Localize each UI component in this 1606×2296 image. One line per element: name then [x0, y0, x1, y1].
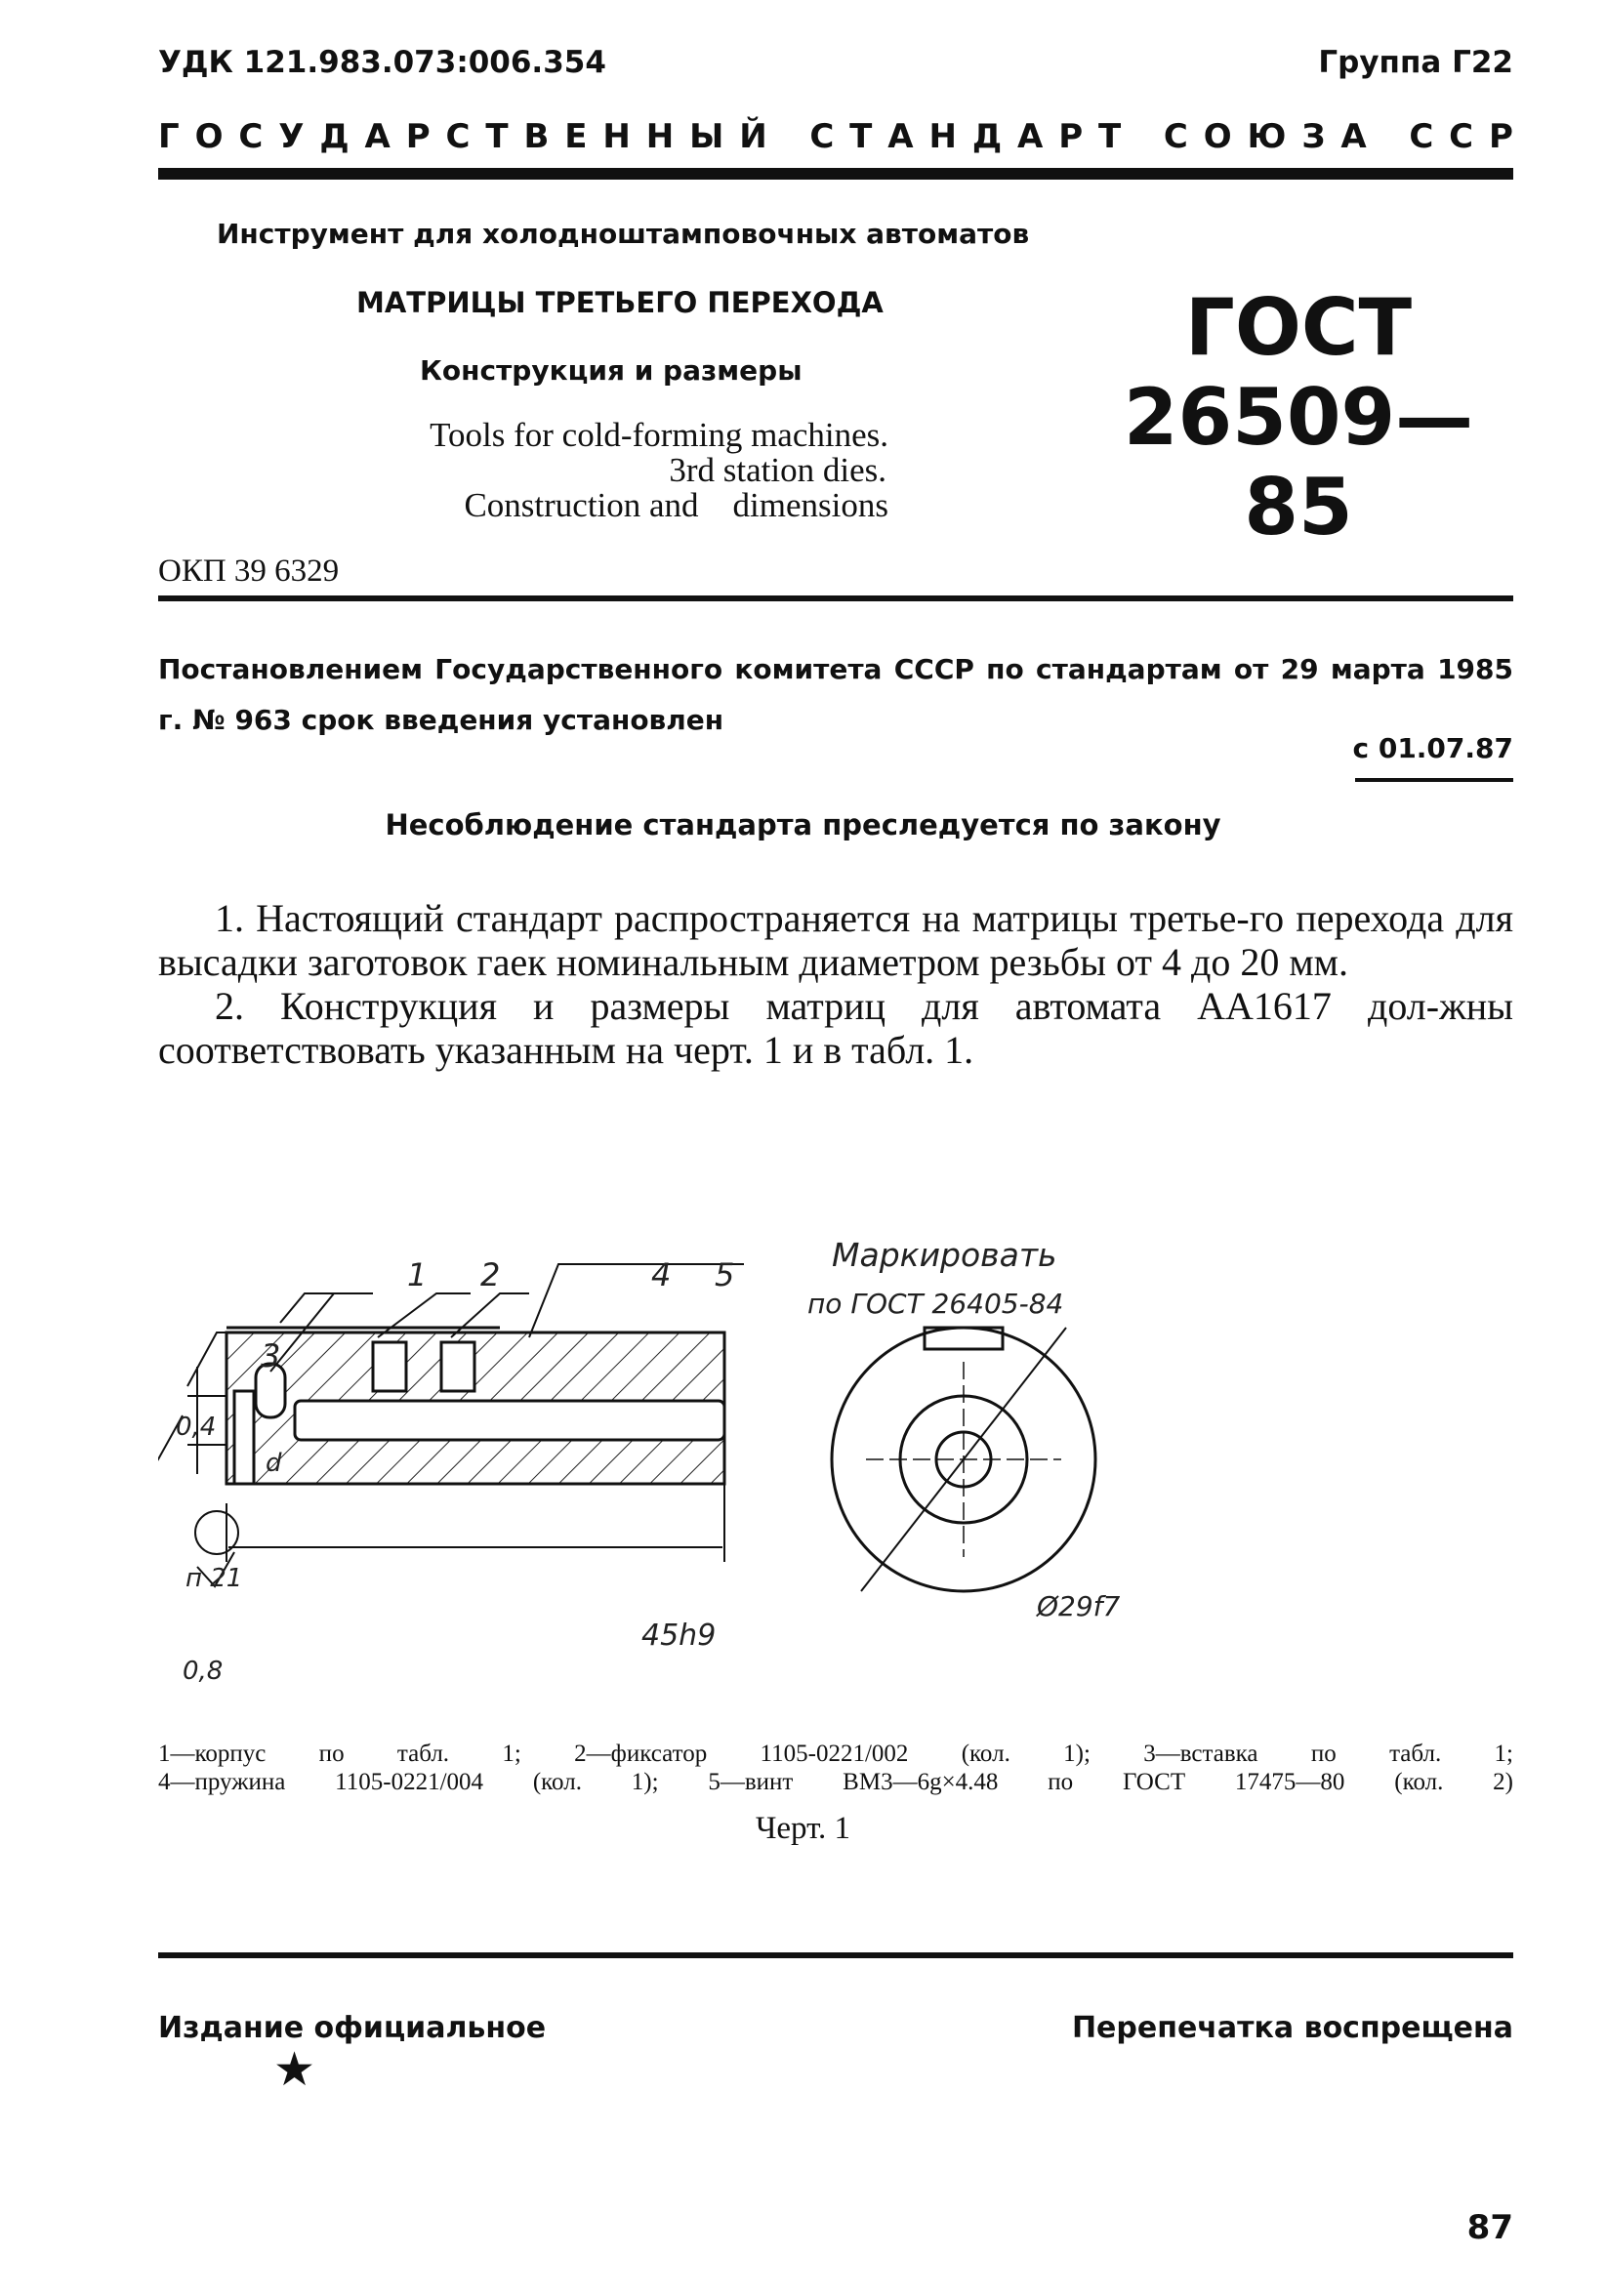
spring-hole: [373, 1342, 406, 1391]
state-standard-letter: Е: [564, 117, 588, 156]
official-edition: Издание официальное: [158, 2011, 547, 2045]
english-title-line-2: 3rd station dies.: [669, 451, 886, 489]
state-standard-letter: Ю: [1247, 117, 1287, 156]
okp-code: ОКП 39 6329: [158, 554, 340, 589]
state-standard-letter: О: [194, 117, 224, 156]
group-code: Группа Г22: [1318, 45, 1513, 80]
gost-number: [1113, 283, 1484, 553]
state-standard-letter: Й: [739, 117, 767, 156]
diameter-label: Ø29f7: [1037, 1590, 1121, 1622]
leader-1: [280, 1293, 373, 1323]
state-standard-letter: Ы: [689, 117, 724, 156]
english-title: [293, 418, 888, 523]
law-notice: Несоблюдение стандарта преследуется по закону: [385, 808, 1221, 841]
paragraph-1: 1. Настоящий стандарт распространяется на матрицы третье-го перехода для высадки заготовок гаек номинальным диаметром резьбы от 4 до 20 мм.: [158, 896, 1513, 984]
state-standard-letter: С: [445, 117, 471, 156]
callout-1: 1: [407, 1256, 428, 1293]
state-standard-letter: О: [1203, 117, 1232, 156]
marking-leader: [529, 1264, 744, 1337]
technical-drawing: [158, 1215, 1134, 1703]
length-label: 45h9: [641, 1619, 717, 1653]
state-standard-letter: Т: [485, 117, 509, 156]
date-underline: [1355, 778, 1513, 782]
roughness-value-1: 0,4: [176, 1413, 217, 1442]
matrices-title: МАТРИЦЫ ТРЕТЬЕГО ПЕРЕХОДА: [356, 286, 884, 319]
instrument-title: Инструмент для холодноштамповочных автоматов: [217, 218, 1030, 250]
state-standard-letter: [783, 117, 795, 156]
state-standard-letter: А: [364, 117, 391, 156]
state-standard-letter: Н: [645, 117, 675, 156]
english-title-line-1: Tools for cold-forming machines.: [430, 416, 888, 454]
roughness-value-2: 0,8: [183, 1657, 224, 1686]
state-standard-letter: [1136, 117, 1148, 156]
callout-4: 4: [651, 1256, 672, 1293]
die-end-view: [832, 1328, 1095, 1591]
state-standard-letter: В: [523, 117, 550, 156]
state-standard-letter: А: [1017, 117, 1044, 156]
leader-3: [187, 1332, 226, 1386]
state-standard-letter: С: [809, 117, 835, 156]
paragraph-2: 2. Конструкция и размеры матриц для автомата АА1617 дол-жны соответствовать указанным на черт. 1 и в табл. 1.: [158, 984, 1513, 1072]
state-standard-letter: З: [1301, 117, 1326, 156]
star-icon: ★: [273, 2042, 316, 2097]
decree-text: Постановлением Государственного комитета СССР по стандартам от 29 марта 1985 г. № 963 срок введения установлен: [158, 653, 1513, 736]
bore-channel: [295, 1401, 724, 1440]
marking-note: Маркировать: [832, 1236, 1057, 1274]
reprint-notice: Перепечатка воспрещена: [1071, 2011, 1513, 2045]
state-standard-letter: С: [1163, 117, 1188, 156]
callout-5: 5: [715, 1256, 735, 1293]
gost-label: ГОСТ: [1184, 282, 1413, 373]
state-standard-letter: Д: [319, 117, 350, 156]
state-standard-letter: А: [887, 117, 914, 156]
bore-diameter-label: d: [266, 1449, 282, 1478]
construction-subtitle: Конструкция и размеры: [420, 354, 803, 387]
state-standard-letter: Р: [405, 117, 431, 156]
body-text: [158, 896, 1513, 1072]
title-rule: [158, 595, 1513, 601]
state-standard-letter: С: [1409, 117, 1434, 156]
state-standard-letter: Г: [158, 117, 180, 156]
leader-5: [451, 1293, 529, 1337]
state-standard-letter: А: [1340, 117, 1367, 156]
state-standard-letter: Н: [602, 117, 631, 156]
marking-standard: по ГОСТ 26405-84: [807, 1288, 1064, 1320]
state-standard-letter: Д: [971, 117, 1003, 156]
state-standard-letter: У: [278, 117, 305, 156]
callout-3: 3: [261, 1337, 281, 1374]
english-title-line-3: Construction and dimensions: [464, 486, 888, 524]
page-number: 87: [1466, 2208, 1513, 2247]
caption-line-1: 1—корпус по табл. 1; 2—фиксатор 1105-0221/002 (кол. 1); 3—вставка по табл. 1;: [158, 1741, 1513, 1767]
footer-rule: [158, 1952, 1513, 1958]
leader-4: [378, 1293, 471, 1337]
state-standard-letter: С: [238, 117, 264, 156]
state-standard-heading: [158, 117, 1513, 156]
state-standard-letter: Т: [1098, 117, 1122, 156]
radius-callout: [195, 1511, 238, 1554]
state-standard-letter: Р: [1489, 117, 1513, 156]
top-rule: [158, 168, 1513, 180]
effective-date: с 01.07.87: [1352, 732, 1513, 764]
state-standard-letter: Т: [849, 117, 873, 156]
state-standard-letter: [1382, 117, 1394, 156]
drawing-number: Черт. 1: [755, 1811, 851, 1846]
die-section-view: [158, 1264, 744, 1586]
callout-2: 2: [480, 1256, 501, 1293]
radius-label: п 21: [185, 1564, 243, 1593]
state-standard-letter: Н: [928, 117, 957, 156]
udk-code: УДК 121.983.073:006.354: [158, 45, 606, 80]
state-standard-letter: С: [1449, 117, 1474, 156]
insert-part: [234, 1391, 254, 1484]
state-standard-letter: Р: [1058, 117, 1084, 156]
screw-hole: [441, 1342, 474, 1391]
drawing-caption: [158, 1740, 1513, 1796]
caption-line-2: 4—пружина 1105-0221/004 (кол. 1); 5—винт ВМ3—6g×4.48 по ГОСТ 17475—80 (кол. 2): [158, 1769, 1513, 1795]
gost-code: 26509—85: [1123, 372, 1474, 553]
